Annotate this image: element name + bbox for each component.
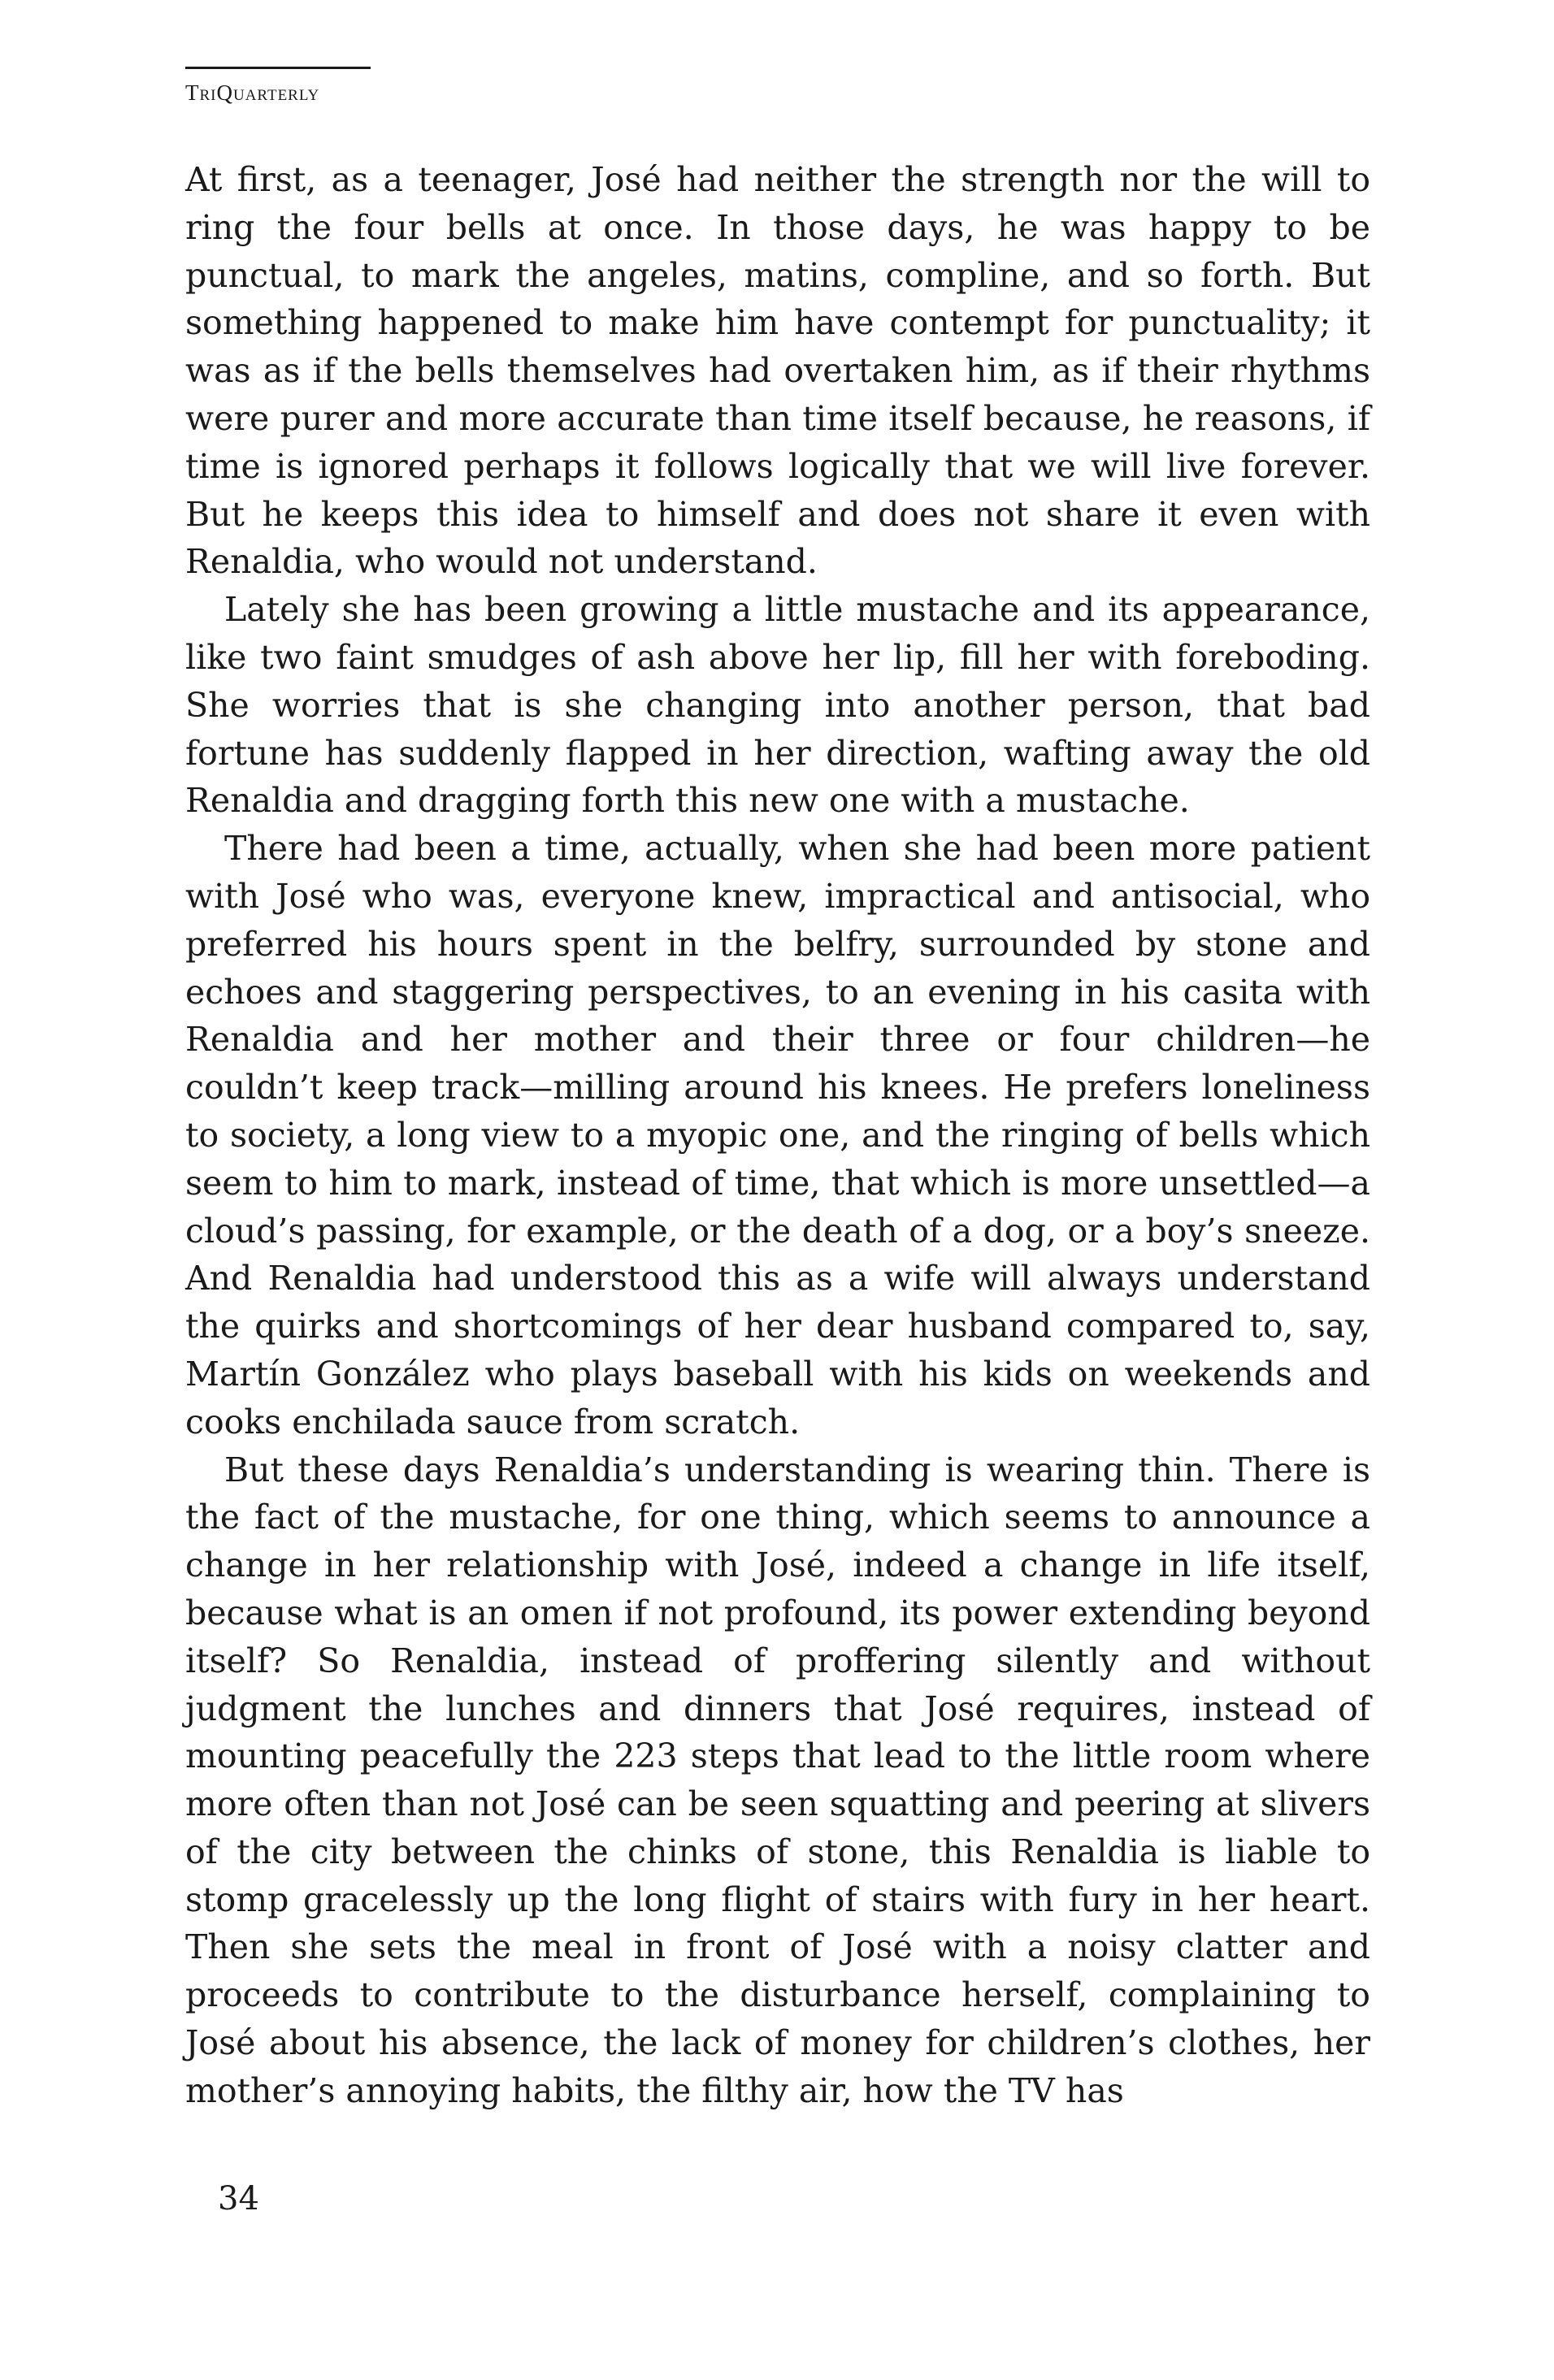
page-number: 34 (218, 2180, 259, 2217)
paragraph: There had been a time, actually, when she had been more patient with José who was, everyone knew, impractical and antisocial, who preferred his hours spent in the belfry, surrounded by stone and echoes and staggering perspectives, to an evening in his casita with Renaldia and her mother and their three or four children—he couldn’t keep track—milling around his knees. He prefers loneliness to society, a long view to a myopic one, and the ringing of bells which seem to him to mark, instead of time, that which is more unsettled—a cloud’s passing, for example, or the death of a dog, or a boy’s sneeze. And Renaldia had understood this as a wife will always understand the quirks and shortcomings of her dear husband compared to, say, Martín González who plays baseball with his kids on weekends and cooks enchilada sauce from scratch. (185, 829, 1370, 1441)
running-head: TriQuarterly (185, 67, 371, 106)
paragraph: But these days Renaldia’s understanding is wearing thin. There is the fact of the mustache, for one thing, which seems to announce a change in her relationship with José, indeed a change in life itself, because what is an omen if not profound, its power extending beyond itself? So Renaldia, instead of proffering silently and without judgment the lunches and dinners that José requires, instead of mounting peacefully the 223 steps that lead to the little room where more often than not José can be seen squatting and peering at slivers of the city between the chinks of stone, this Renaldia is liable to stomp gracelessly up the long flight of stairs with fury in her heart. Then she sets the meal in front of José with a noisy clatter and proceeds to contribute to the disturbance herself, complaining to José about his absence, the lack of money for children’s clothes, her mother’s annoying habits, the filthy air, how the TV has (185, 1450, 1370, 2110)
paragraph: Lately she has been growing a little mustache and its appearance, like two faint smudges of ash above her lip, fill her with foreboding. She worries that is she changing into another person, that bad fortune has suddenly flapped in her direction, wafting away the old Renaldia and dragging forth this new one with a mustache. (185, 590, 1370, 821)
paragraph: At first, as a teenager, José had neither the strength nor the will to ring the four bells at once. In those days, he was happy to be punctual, to mark the angeles, matins, compline, and so forth. But something happened to make him have contempt for punctuality; it was as if the bells themselves had overtaken him, as if their rhythms were purer and more accurate than time itself because, he reasons, if time is ignored perhaps it follows logically that we will live forever. But he keeps this idea to himself and does not share it even with Renaldia, who would not understand. (185, 160, 1370, 582)
article-body (185, 156, 1370, 2115)
